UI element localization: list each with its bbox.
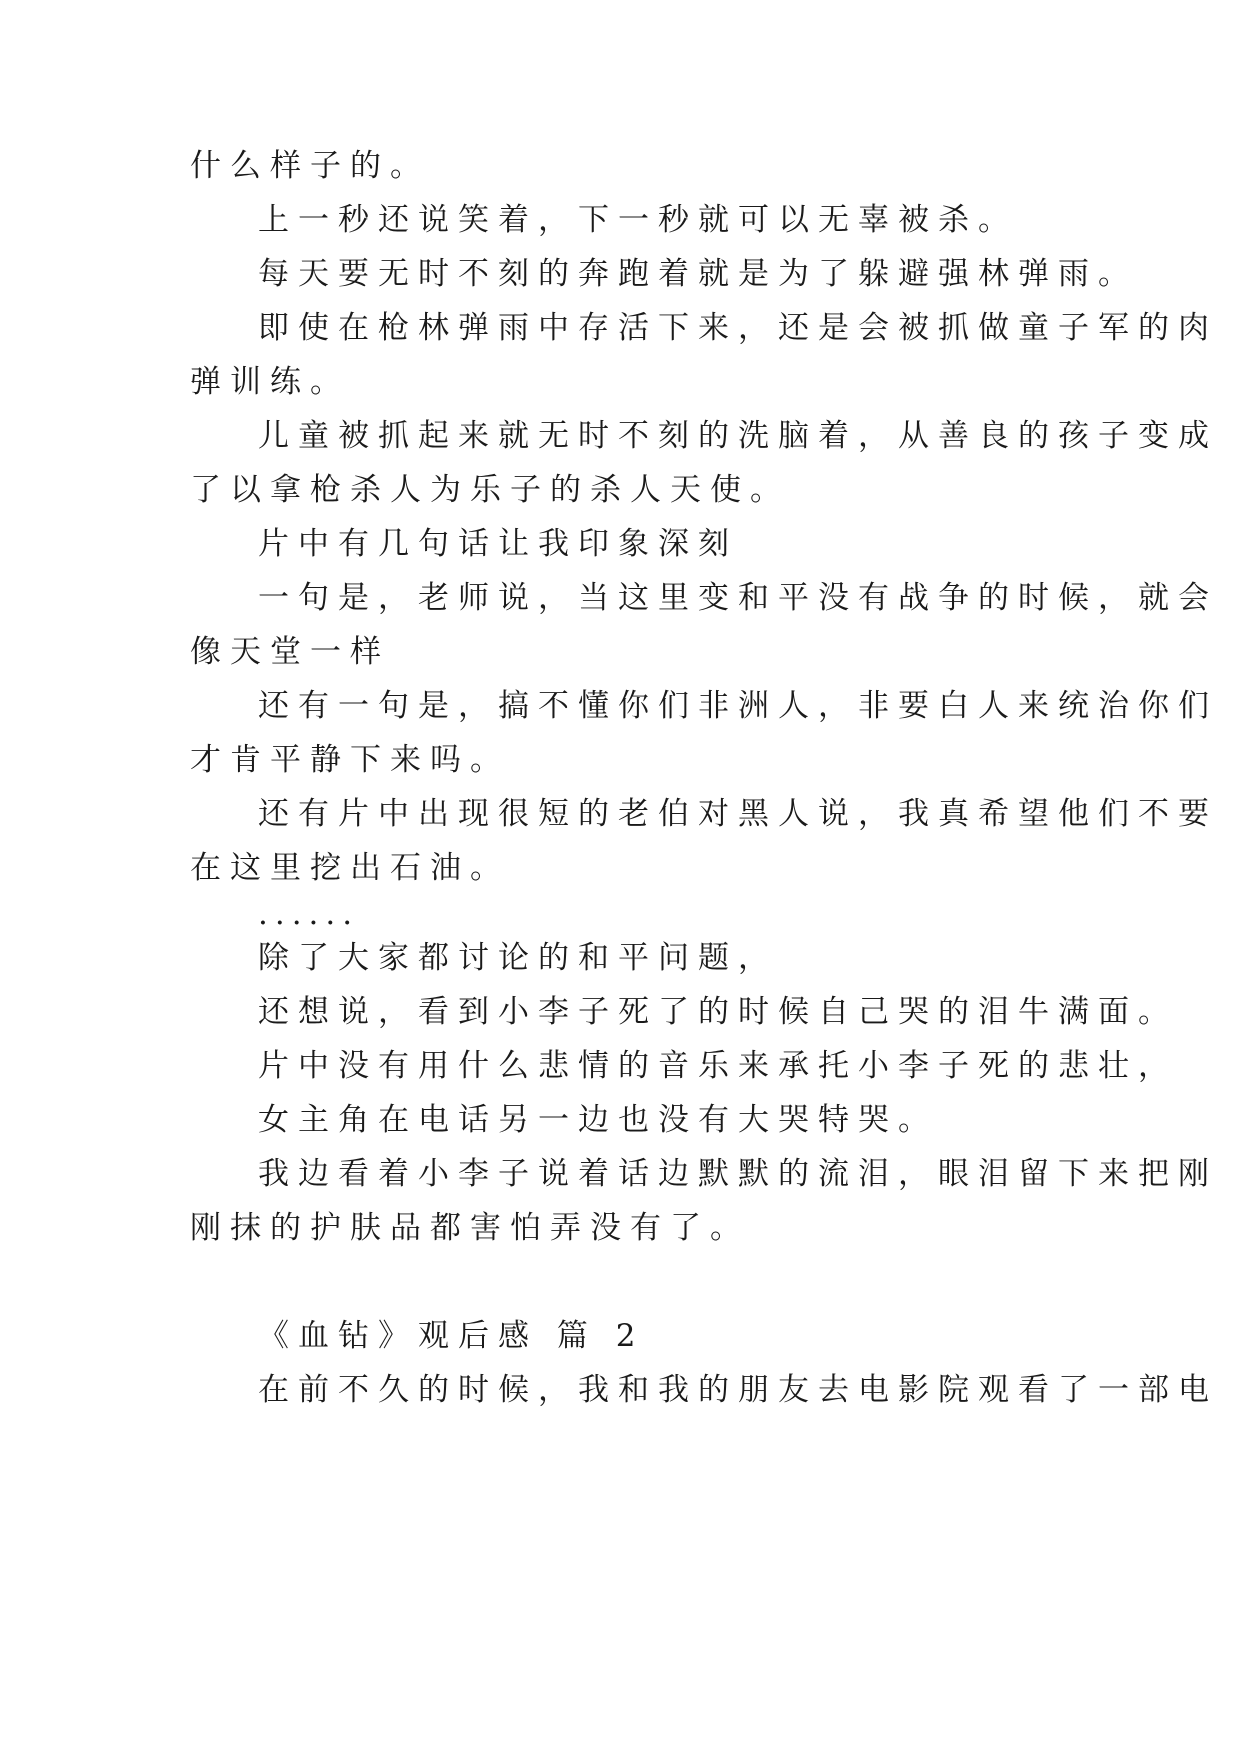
paragraph-line: 儿童被抓起来就无时不刻的洗脑着，从善良的孩子变成 [258,418,1218,454]
paragraph-line: 每天要无时不刻的奔跑着就是为了躲避强林弹雨。 [258,256,1138,292]
section-heading: 《血钻》观后感 篇 2 [258,1318,645,1354]
paragraph-line: 即使在枪林弹雨中存活下来，还是会被抓做童子军的肉 [258,310,1218,346]
paragraph-line: 刚抹的护肤品都害怕弄没有了。 [190,1210,750,1246]
paragraph-line: 像天堂一样 [190,634,390,670]
paragraph-line: 一句是，老师说，当这里变和平没有战争的时候，就会 [258,580,1218,616]
paragraph-line: 在这里挖出石油。 [190,850,510,886]
paragraph-line: 我边看着小李子说着话边默默的流泪，眼泪留下来把刚 [258,1156,1218,1192]
paragraph-line: 还有一句是，搞不懂你们非洲人，非要白人来统治你们 [258,688,1218,724]
paragraph-line: 女主角在电话另一边也没有大哭特哭。 [258,1102,938,1138]
paragraph-line: 片中有几句话让我印象深刻 [258,526,738,562]
paragraph-line: 还有片中出现很短的老伯对黑人说，我真希望他们不要 [258,796,1218,832]
paragraph-line: 什么样子的。 [190,148,430,184]
paragraph-line: 除了大家都讨论的和平问题， [258,940,778,976]
paragraph-line: 还想说，看到小李子死了的时候自己哭的泪牛满面。 [258,994,1178,1030]
ellipsis-line: ...... [258,896,360,932]
paragraph-line: 上一秒还说笑着，下一秒就可以无辜被杀。 [258,202,1018,238]
paragraph-line: 片中没有用什么悲情的音乐来承托小李子死的悲壮， [258,1048,1178,1084]
paragraph-line: 弹训练。 [190,364,350,400]
paragraph-line: 在前不久的时候，我和我的朋友去电影院观看了一部电 [258,1372,1218,1408]
paragraph-line: 了以拿枪杀人为乐子的杀人天使。 [190,472,790,508]
paragraph-line: 才肯平静下来吗。 [190,742,510,778]
